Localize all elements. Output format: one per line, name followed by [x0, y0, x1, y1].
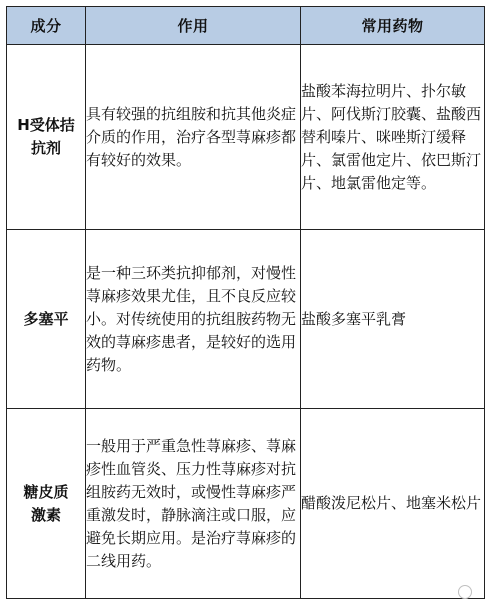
medicines-cell: 盐酸苯海拉明片、扑尔敏片、阿伐斯汀胶囊、盐酸西替利嗪片、咪唑斯汀缓释片、氯雷他定片、依巴斯汀片、地氯雷他定等。	[301, 45, 485, 230]
drug-comparison-table	[6, 6, 485, 599]
table-row	[7, 45, 485, 230]
table-header-row	[7, 7, 485, 45]
table-row	[7, 230, 485, 409]
effect-cell: 一般用于严重急性荨麻疹、荨麻疹性血管炎、压力性荨麻疹对抗组胺药无效时，或慢性荨麻疹严重激发时，静脉滴注或口服，应避免长期应用。是治疗荨麻疹的二线用药。	[86, 409, 301, 599]
ingredient-name: H受体拮 抗剂	[17, 116, 75, 157]
header-ingredient: 成分	[7, 7, 86, 45]
ingredient-cell	[7, 409, 86, 599]
medicines-cell: 盐酸多塞平乳膏	[301, 230, 485, 409]
watermark-logo-icon	[458, 585, 472, 599]
ingredient-name: 糖皮质 激素	[23, 482, 69, 524]
ingredient-cell	[7, 230, 86, 409]
drug-table-frame	[6, 6, 484, 597]
ingredient-cell	[7, 45, 86, 230]
effect-cell: 具有较强的抗组胺和抗其他炎症介质的作用，治疗各型荨麻疹都有较好的效果。	[86, 45, 301, 230]
header-common-medicines: 常用药物	[301, 7, 485, 45]
table-row	[7, 409, 485, 599]
medicines-cell: 醋酸泼尼松片、地塞米松片	[301, 409, 485, 599]
watermark	[458, 585, 475, 600]
ingredient-name: 多塞平	[23, 309, 69, 328]
effect-cell: 是一种三环类抗抑郁剂，对慢性荨麻疹效果尤佳，且不良反应较小。对传统使用的抗组胺药物无效的荨麻疹患者，是较好的选用药物。	[86, 230, 301, 409]
header-effect: 作用	[86, 7, 301, 45]
